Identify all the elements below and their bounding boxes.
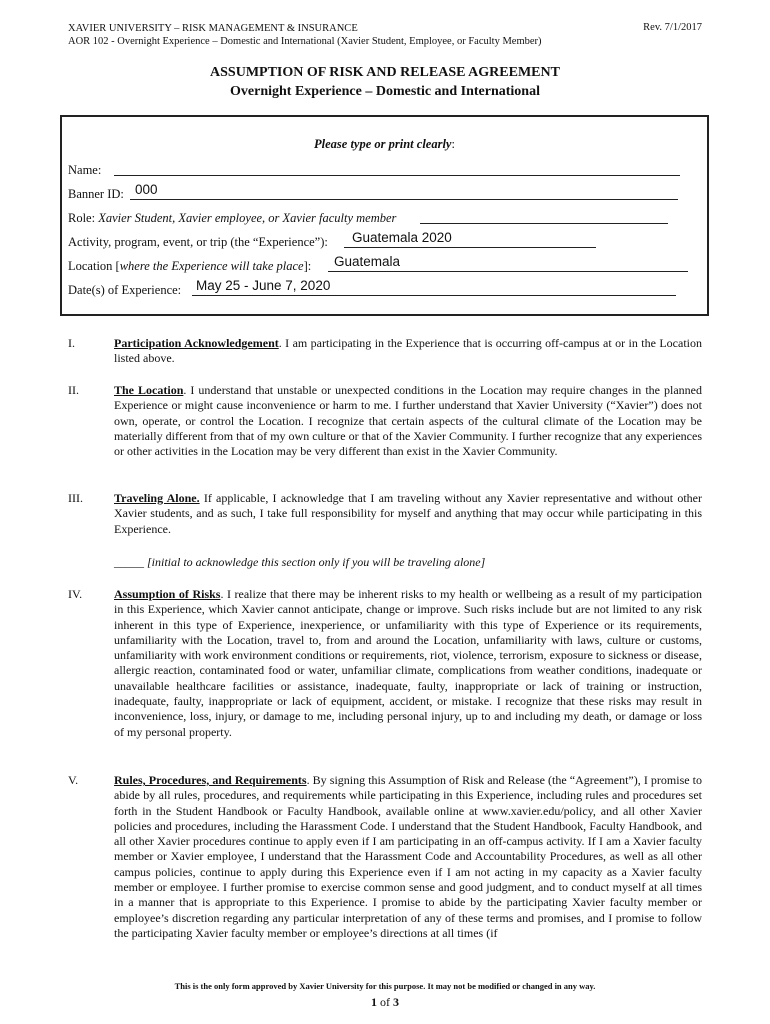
section-text: If applicable, I acknowledge that I am traveling without any Xavier representative and without other Xavier students, and as such, I take full responsibility for myself and anything that may occur while participating in this Experience. [114,491,702,536]
dates-value: May 25 - June 7, 2020 [196,278,331,293]
section-heading: Traveling Alone. [114,491,200,505]
activity-row [68,230,698,250]
dates-field[interactable] [192,295,676,296]
banner-id-field[interactable] [130,199,678,200]
initial-blank[interactable]: _____ [114,555,144,569]
activity-label: Activity, program, event, or trip (the “Experience”): [68,235,328,249]
document-title: ASSUMPTION OF RISK AND RELEASE AGREEMENT [210,65,560,80]
section-heading: Rules, Procedures, and Requirements [114,773,307,787]
section-body [114,491,702,537]
section-numeral: II. [68,383,79,397]
revision-date: Rev. 7/1/2017 [643,22,702,33]
page-number: 1 of 3 [371,995,399,1009]
section-text: . I understand that unstable or unexpected conditions in the Location may require changes in the planned Experience or might cause inconvenience or harm to me. I further understand that Xavier University (“Xavier”) does not own, operate, or control the Location. I recognize that certain aspects of the cultural climate of the Location may be materially different from that of my own culture or that of the Xavier Community. I further recognize that any experiences or other activities in the Location may be very different than exist in the Xavier Community. [114,383,702,459]
section-text: . I am participating in the Experience that is occurring off-campus at or in the Location listed above. [114,336,702,366]
section-heading: The Location [114,383,184,397]
name-field[interactable] [114,175,680,176]
document-subtitle: Overnight Experience – Domestic and International [230,84,540,99]
banner-id-row [68,182,698,202]
section-text: . I realize that there may be inherent risks to my health or wellbeing as a result of my participation in this Experience, which Xavier cannot anticipate, change or improve. Such risks include but are not limited to any risk inherent in this type of Experience, inexperience, or unfamiliarity with this type of Experience or its requirements, unfamiliarity with the Location, travel to, from and around the Location, unfamiliarity with laws, culture or customs, unfamiliarity with work environment conditions or requirements, riot, violence, terrorism, exposure to sickness or disease, allergic reaction, contaminated food or water, unfamiliar climate, complications from weather conditions, inadequate or unavailable healthcare facilities or assistance, inadequate, faulty, inappropriate or lack of training or instruction, inadequate, faulty, inappropriate or lack of equipment, accident, or mistake. I recognize that these risks may result in inconvenience, loss, injury, or damage to me, including personal injury, up to and including my death, or damage or loss of my personal property. [114,587,702,739]
initial-instruction: [initial to acknowledge this section only if you will be traveling alone] [144,555,486,569]
dates-label: Date(s) of Experience: [68,283,182,297]
document-header [68,22,542,48]
location-value: Guatemala [334,254,401,269]
section-body [114,383,702,459]
header-form-line: AOR 102 - Overnight Experience – Domestic and International (Xavier Student, Employee, or Faculty Member) [68,36,542,47]
section-numeral: III. [68,491,83,505]
section-body [114,336,702,367]
location-row [68,254,698,274]
form-prompt: Please type or print clearly: [314,137,455,151]
dates-row [68,278,698,298]
name-label: Name: [68,163,102,177]
section-heading: Assumption of Risks [114,587,221,601]
section-body [114,587,702,740]
banner-id-value: 000 [135,182,158,197]
activity-field[interactable] [344,247,596,248]
activity-value: Guatemala 2020 [352,230,452,245]
role-label: Role: Xavier Student, Xavier employee, or Xavier faculty member [68,211,397,225]
footer-notice: This is the only form approved by Xavier University for this purpose. It may not be modified or changed in any way. [174,981,596,991]
name-row [68,162,698,178]
section-text: . By signing this Assumption of Risk and Release (the “Agreement”), I promise to abide by all rules, procedures, and requirements while participating in this Experience, including rules and procedures set forth in the Student Handbook or Faculty Handbook, available online at www.xavier.edu/policy, and all other Xavier policies and procedures, including the Harassment Code. I understand that the Student Handbook, Faculty Handbook, and all other Xavier procedures continue to apply even if I am participating in an off-campus activity. If I am a Xavier faculty member or Xavier employee, I understand that the Harassment Code and Accountability Procedures, as well as all other campus policies, continue to apply during this Experience even if I am not acting in my capacity as a Xavier faculty member or employee. I further promise to exercise common sense and good judgment, and to conduct myself at all times in a manner that is appropriate to this Experience. I promise to abide by the participating Xavier faculty member or employee’s discretion regarding any particular interpretation of any of these terms and promises, and I promise to follow the participating Xavier faculty member or employee’s directions at all times (if [114,773,702,940]
location-field[interactable] [328,271,688,272]
section-body [114,773,702,941]
participant-info-box [60,115,709,316]
role-row [68,210,698,226]
section-numeral: I. [68,336,75,350]
banner-id-label: Banner ID: [68,187,124,201]
section-heading: Participation Acknowledgement [114,336,279,350]
location-label: Location [where the Experience will take place]: [68,259,312,273]
section-numeral: V. [68,773,79,787]
header-org-line: XAVIER UNIVERSITY – RISK MANAGEMENT & INSURANCE [68,23,358,34]
role-field[interactable] [420,223,668,224]
travel-alone-initial [114,555,485,570]
section-numeral: IV. [68,587,83,601]
